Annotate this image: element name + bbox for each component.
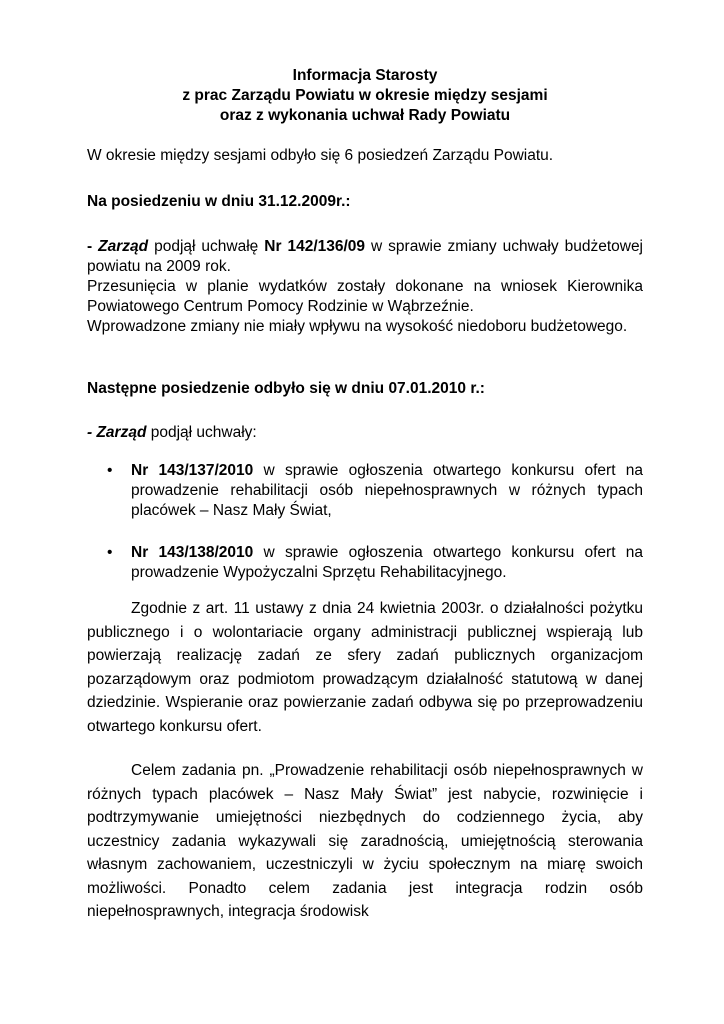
meeting1-verb: podjął uchwałę [148, 238, 265, 255]
resolutions-list [87, 461, 643, 583]
meeting1-transfers-paragraph: Przesunięcia w planie wydatków zostały dokonane na wniosek Kierownika Powiatowego Centrum Pomocy Rodzinie w Wąbrzeźnie. [87, 278, 643, 315]
meeting1-resolution-number: Nr 142/136/09 [264, 238, 366, 255]
bullet-icon: • [107, 544, 113, 561]
meeting2-subject: - Zarząd [87, 424, 147, 441]
meeting1-dash: - [87, 238, 99, 255]
resolution-text: w sprawie ogłoszenia otwartego konkursu ofert na prowadzenie rehabilitacji osób niepełnosprawnych w różnych typach placówek – Nasz Mały Świat, [131, 462, 643, 519]
meeting1-heading: Na posiedzeniu w dniu 31.12.2009r.: [87, 193, 351, 210]
meeting1-impact-paragraph: Wprowadzone zmiany nie miały wpływu na wysokość niedoboru budżetowego. [87, 318, 628, 335]
document-page [87, 66, 643, 924]
document-title-line1: Informacja Starosty [292, 67, 438, 84]
resolution-number: Nr 143/138/2010 [131, 544, 254, 561]
resolution-number: Nr 143/137/2010 [131, 462, 254, 479]
task-purpose-paragraph: Celem zadania pn. „Prowadzenie rehabilitacji osób niepełnosprawnych w różnych typach placówek – Nasz Mały Świat” jest nabycie, rozwinięcie i podtrzymywanie umiejętności niezbędnych do codziennego życia, aby uczestnicy zadania wykazywali się zaradnością, umiejętnością sterowania własnym zachowaniem, uczestniczyli w życiu społecznym na miarę swoich możliwości. Ponadto celem zadania jest integracja rodzin osób niepełnosprawnych, integracja środowisk [87, 762, 643, 920]
list-item [87, 461, 643, 521]
meeting2-lead-text: podjął uchwały: [146, 424, 257, 441]
document-title-line3: oraz z wykonania uchwał Rady Powiatu [219, 107, 511, 124]
document-title-line2: z prac Zarządu Powiatu w okresie między sesjami [182, 87, 548, 104]
intro-paragraph: W okresie między sesjami odbyło się 6 posiedzeń Zarządu Powiatu. [87, 147, 554, 164]
legal-basis-paragraph: Zgodnie z art. 11 ustawy z dnia 24 kwietnia 2003r. o działalności pożytku publicznego i o wolontariacie organy administracji publicznej wspierają lub powierzają realizację zadań ze sfery zadań publicznych organizacjom pozarządowym oraz podmiotom prowadzącym działalność statutową w danej dziedzinie. Wspieranie oraz powierzanie zadań odbywa się po przeprowadzeniu otwartego konkursu ofert. [87, 600, 643, 735]
meeting1-subject: Zarząd [98, 238, 149, 255]
meeting2-heading: Następne posiedzenie odbyło się w dniu 07.01.2010 r.: [87, 380, 485, 397]
meeting2-lead [87, 423, 643, 443]
list-item [87, 543, 643, 583]
meeting1-resolution-text: w sprawie zmiany uchwały budżetowej powiatu na 2009 rok. [87, 238, 644, 275]
resolution-text: w sprawie ogłoszenia otwartego konkursu ofert na prowadzenie Wypożyczalni Sprzętu Rehabilitacyjnego. [131, 544, 643, 581]
meeting1-resolution-paragraph [87, 237, 643, 277]
bullet-icon: • [107, 462, 113, 479]
